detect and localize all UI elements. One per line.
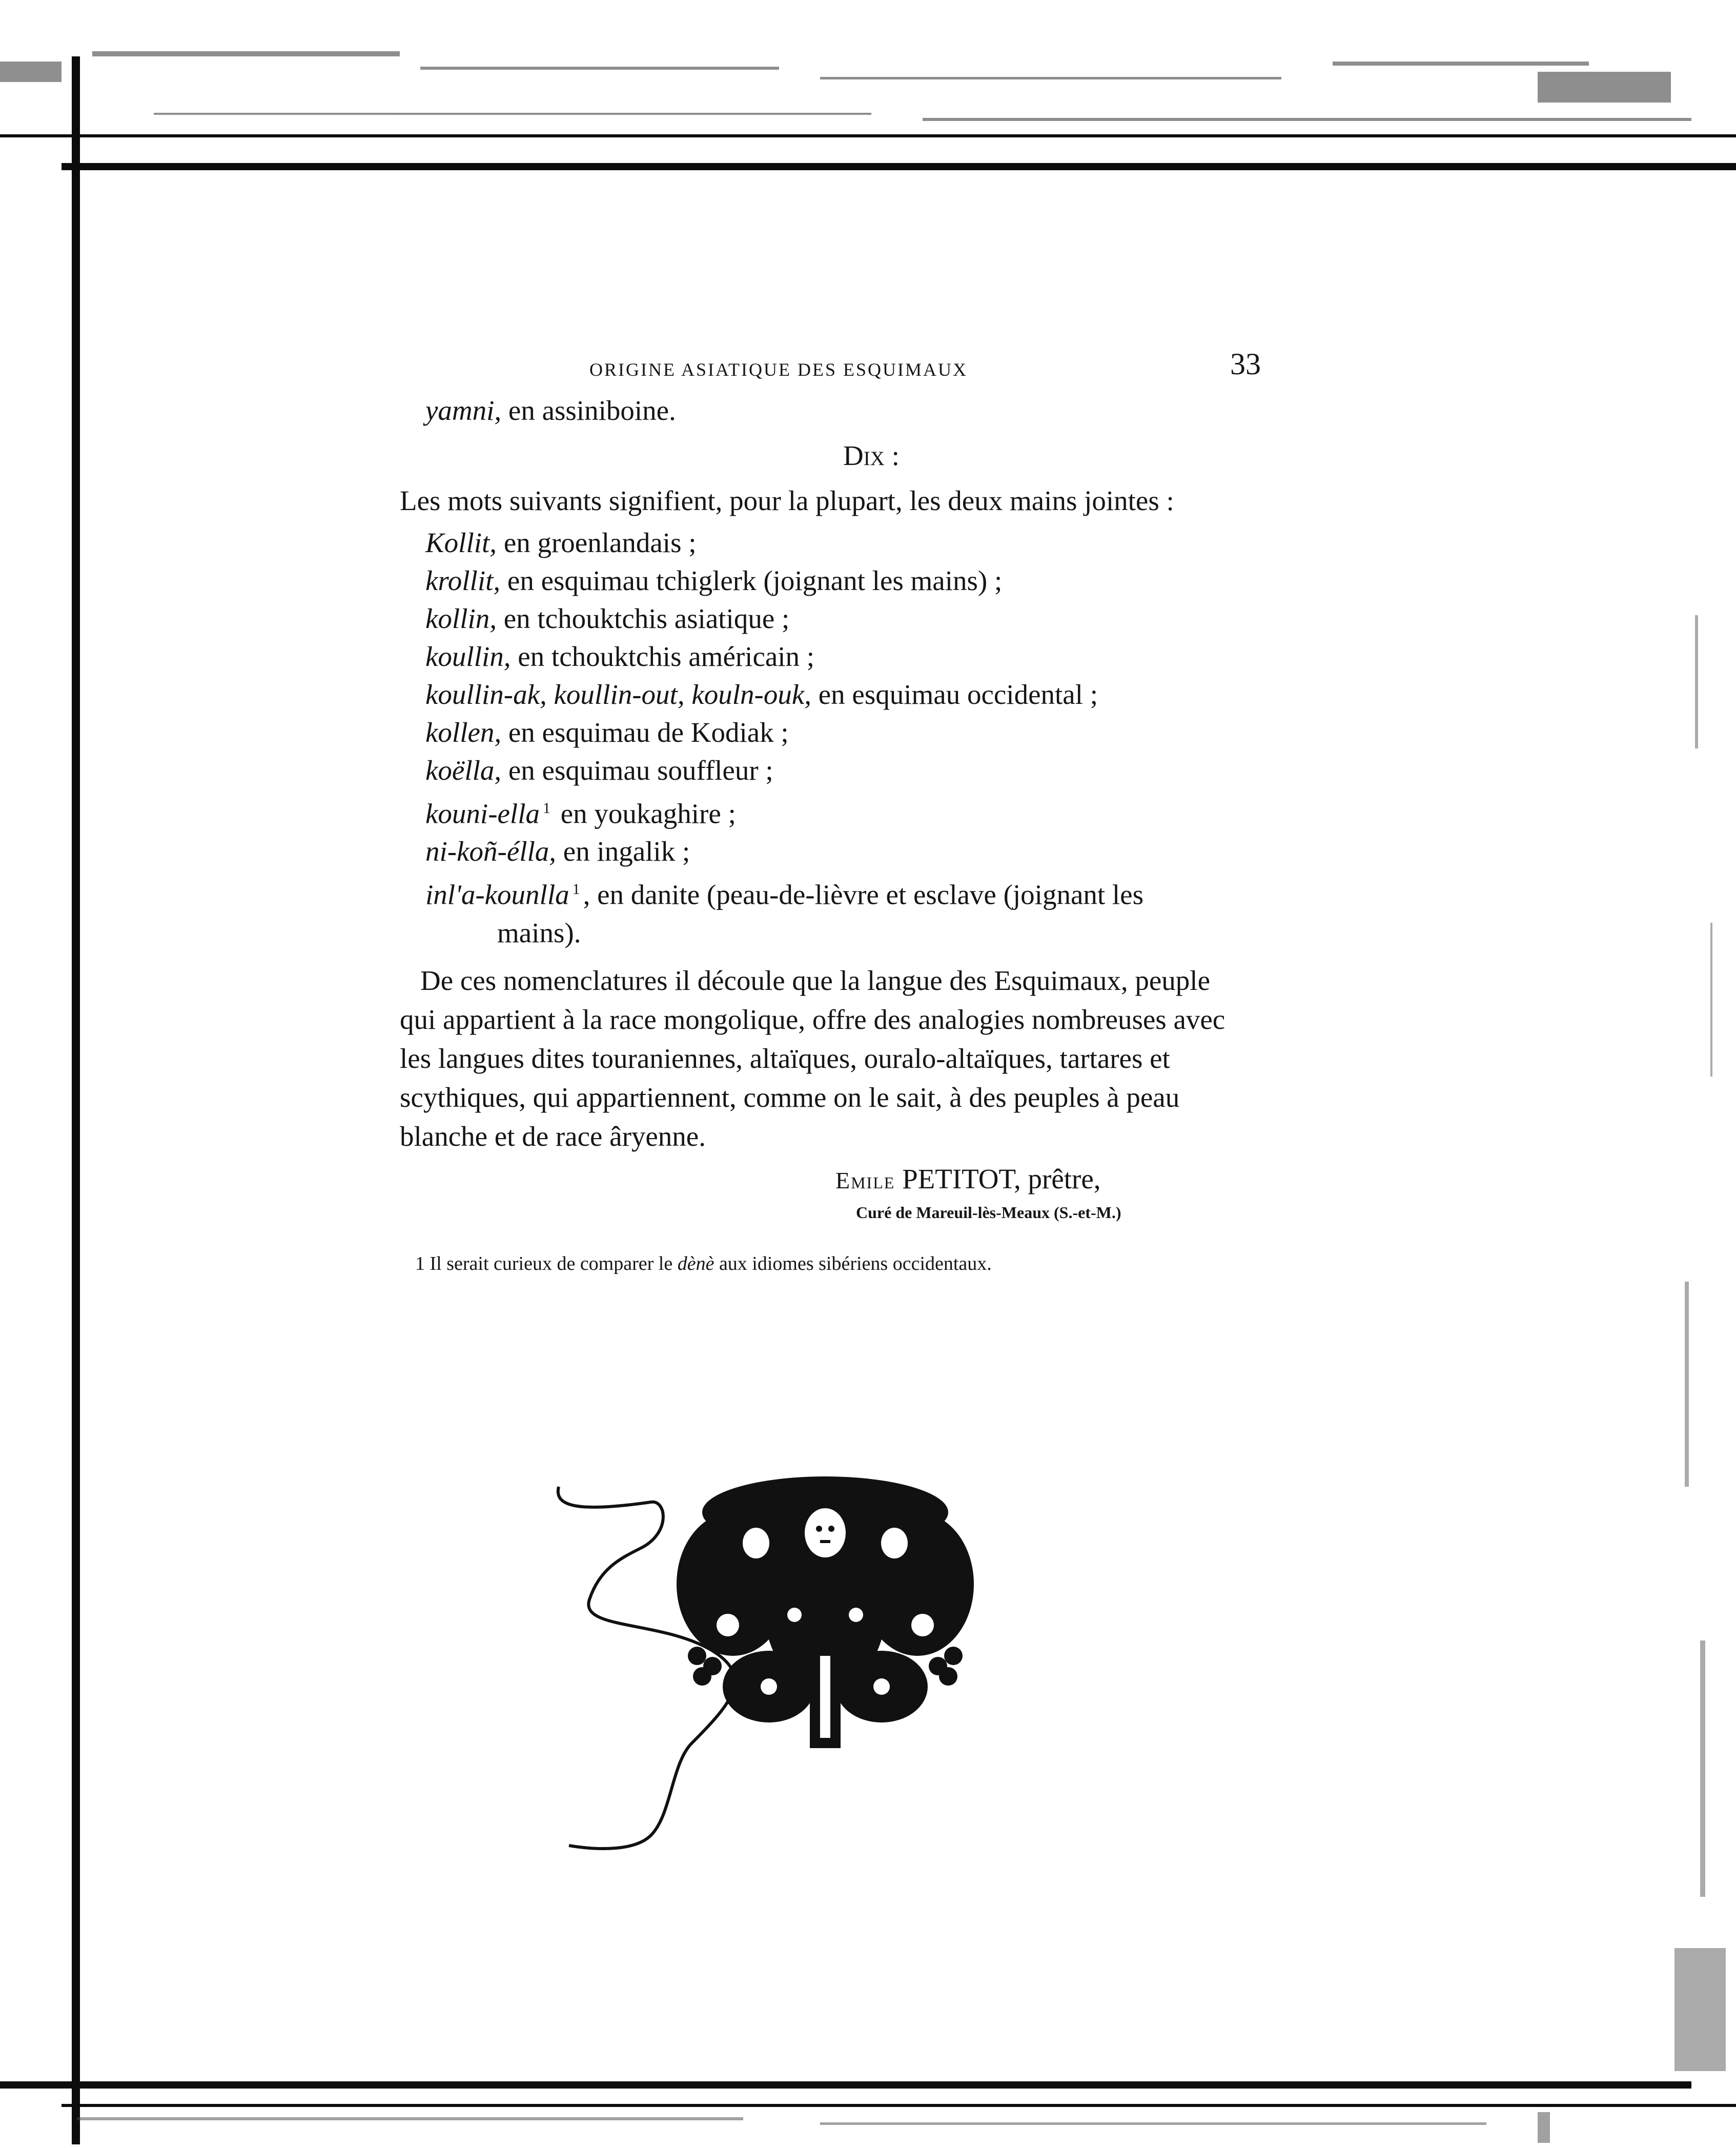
list-item bbox=[400, 752, 1281, 789]
list-item bbox=[400, 870, 1281, 914]
entry-text: en youkaghire ; bbox=[553, 798, 736, 829]
footnote-marker: 1 bbox=[542, 800, 550, 817]
list-item bbox=[400, 562, 1281, 600]
entry-list bbox=[400, 524, 1281, 952]
entry-term: ni-koñ-élla, bbox=[425, 836, 557, 867]
entry-term: kollin, bbox=[425, 603, 497, 634]
paragraph-line: blanche et de race âryenne. bbox=[400, 1120, 706, 1152]
entry-term: krollit, bbox=[425, 565, 501, 596]
entry-term: koullin, bbox=[425, 641, 511, 672]
footnote bbox=[400, 1251, 1281, 1276]
author-first-name: Emile bbox=[835, 1167, 895, 1193]
entry-text: en esquimau tchiglerk (joignant les mains) ; bbox=[500, 565, 1003, 596]
entry-text: en tchouktchis américain ; bbox=[510, 641, 815, 672]
paragraph-line: qui appartient à la race mongolique, offre des analogies nombreuses avec bbox=[400, 1003, 1226, 1035]
paragraph-line: De ces nomenclatures il découle que la langue des Esquimaux, peuple bbox=[420, 964, 1210, 996]
entry-text: en tchouktchis asiatique ; bbox=[497, 603, 790, 634]
running-head: ORIGINE ASIATIQUE DES ESQUIMAUX bbox=[589, 359, 968, 380]
carryover-line bbox=[400, 392, 1281, 430]
list-item bbox=[400, 789, 1281, 833]
scan-noise-right bbox=[1633, 0, 1736, 2144]
footnote-text-after: aux idiomes sibériens occidentaux. bbox=[714, 1252, 992, 1274]
signature bbox=[400, 1160, 1281, 1200]
list-item bbox=[400, 638, 1281, 676]
entry-text: en assiniboine. bbox=[508, 395, 676, 426]
entry-text: en esquimau de Kodiak ; bbox=[501, 717, 789, 748]
footnote-term: dènè bbox=[677, 1252, 714, 1274]
section-heading: Dix : bbox=[843, 440, 900, 471]
entry-term: koëlla, bbox=[425, 755, 502, 786]
footnote-marker: 1 bbox=[572, 881, 580, 898]
scan-noise-top bbox=[0, 31, 1736, 164]
entry-text: , en danite (peau-de-lièvre et esclave (joignant les bbox=[583, 879, 1143, 910]
paragraph-line: les langues dites touraniennes, altaïques, ouralo-altaïques, tartares et bbox=[400, 1042, 1170, 1074]
entry-term: yamni, bbox=[425, 395, 502, 426]
frame-left-line bbox=[72, 56, 80, 2144]
footnote-text-before: Il serait curieux de comparer le bbox=[430, 1252, 678, 1274]
page-number: 33 bbox=[1230, 347, 1261, 381]
footnote-number: 1 bbox=[415, 1252, 425, 1274]
list-item bbox=[400, 833, 1281, 870]
vignette-ornament-icon bbox=[666, 1471, 984, 1758]
frame-top-line bbox=[62, 163, 1736, 170]
author-affiliation: Curé de Mareuil-lès-Meaux (S.-et-M.) bbox=[856, 1203, 1121, 1222]
author-last-name: PETITOT, bbox=[902, 1163, 1021, 1194]
page-header bbox=[400, 338, 1281, 384]
entry-text: en esquimau souffleur ; bbox=[501, 755, 773, 786]
author-title: prêtre, bbox=[1028, 1163, 1101, 1194]
page-content bbox=[400, 338, 1281, 1276]
entry-term: kollen, bbox=[425, 717, 502, 748]
entry-term: koullin-ak, koullin-out, kouln-ouk, bbox=[425, 679, 812, 710]
list-item bbox=[400, 714, 1281, 752]
entry-term: Kollit, bbox=[425, 527, 497, 558]
entry-text: en esquimau occidental ; bbox=[811, 679, 1098, 710]
list-item-continuation: mains). bbox=[497, 917, 581, 948]
frame-bottom-line bbox=[0, 2081, 1691, 2089]
conclusion-paragraph bbox=[400, 961, 1281, 1156]
paragraph-line: scythiques, qui appartiennent, comme on le sait, à des peuples à peau bbox=[400, 1081, 1180, 1113]
entry-text: en groenlandais ; bbox=[497, 527, 697, 558]
entry-term: kouni-ella bbox=[425, 798, 540, 829]
entry-text: en ingalik ; bbox=[556, 836, 690, 867]
list-item bbox=[400, 600, 1281, 638]
list-item bbox=[400, 676, 1281, 714]
scan-noise-bottom bbox=[0, 2107, 1736, 2148]
list-item bbox=[400, 524, 1281, 562]
entry-term: inl'a-kounlla bbox=[425, 879, 569, 910]
intro-line: Les mots suivants signifient, pour la plupart, les deux mains jointes : bbox=[400, 485, 1174, 516]
